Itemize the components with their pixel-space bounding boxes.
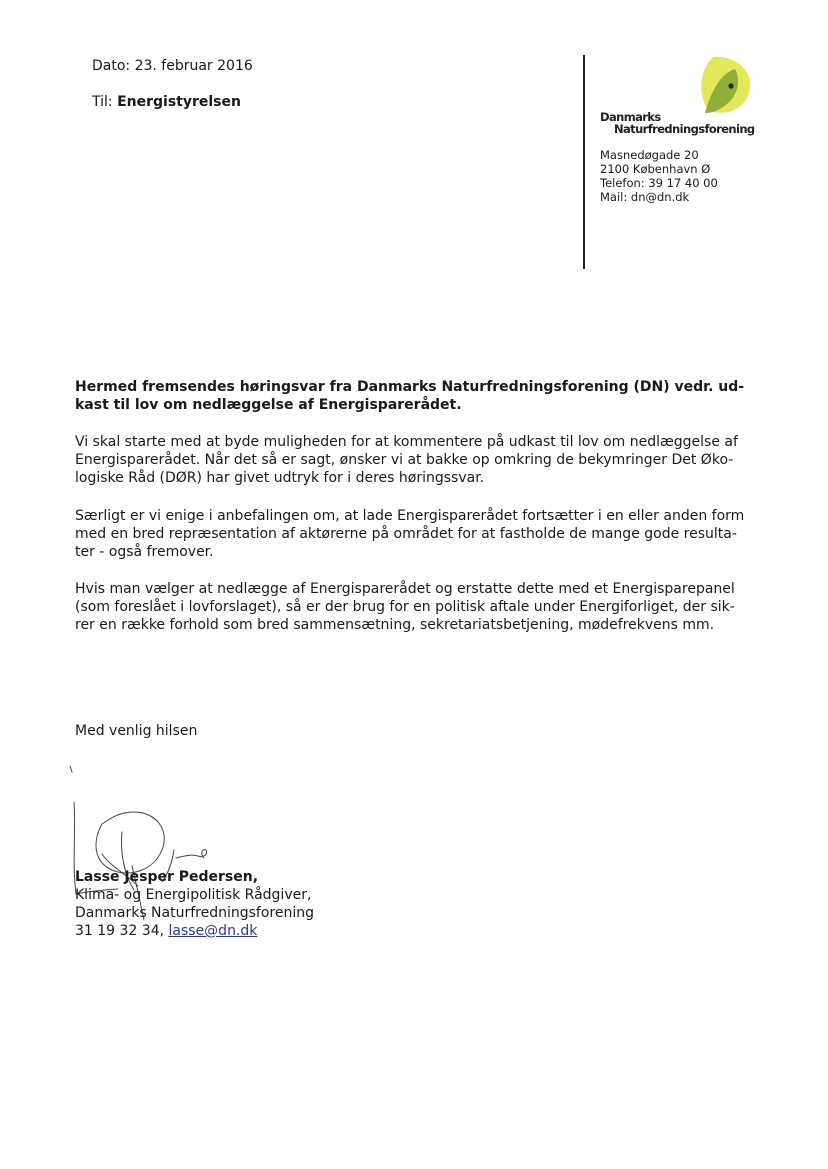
- paragraph-2: [75, 507, 755, 561]
- paragraph-line: (som foreslået i lovforslaget), så er der brug for en politisk aftale under Energiforliget, der sik-: [75, 599, 735, 615]
- intro-heading: [75, 378, 755, 414]
- letter-date: Dato: 23. februar 2016: [92, 58, 253, 74]
- sender-address: [600, 148, 718, 204]
- signer-organization: Danmarks Naturfredningsforening: [75, 905, 314, 921]
- logo-eye: [728, 83, 733, 88]
- address-mail: Mail: dn@dn.dk: [600, 190, 690, 204]
- signer-phone: 31 19 32 34,: [75, 923, 169, 939]
- address-street: Masnedøgade 20: [600, 148, 699, 162]
- org-name-line2: Naturfredningsforening: [614, 122, 755, 136]
- recipient-line: [92, 94, 241, 110]
- recipient-name: Energistyrelsen: [117, 94, 241, 110]
- address-city: 2100 København Ø: [600, 162, 711, 176]
- dn-logo-icon: [695, 55, 751, 117]
- signer-title: Klima- og Energipolitisk Rådgiver,: [75, 887, 312, 903]
- signer-email-link[interactable]: lasse@dn.dk: [168, 923, 258, 939]
- paragraph-line: Vi skal starte med at byde muligheden for at kommentere på udkast til lov om nedlæggelse af: [75, 434, 738, 450]
- signer-contact: [75, 922, 314, 940]
- org-name-line1: Danmarks: [600, 110, 661, 124]
- paragraph-line: Særligt er vi enige i anbefalingen om, at lade Energisparerådet fortsætter i en eller anden form: [75, 508, 745, 524]
- paragraph-line: ter - også fremover.: [75, 544, 214, 560]
- paragraph-line: rer en række forhold som bred sammensætning, sekretariatsbetjening, mødefrekvens mm.: [75, 617, 715, 633]
- signer-block: [75, 868, 314, 940]
- paragraph-line: logiske Råd (DØR) har givet udtryk for i deres høringssvar.: [75, 470, 485, 486]
- paragraph-3: [75, 580, 755, 634]
- paragraph-1: [75, 433, 755, 487]
- recipient-prefix: Til:: [92, 94, 118, 110]
- closing-greeting: Med venlig hilsen: [75, 723, 198, 739]
- paragraph-line: med en bred repræsentation af aktørerne på området for at fastholde de mange gode resulta-: [75, 526, 737, 542]
- address-phone: Telefon: 39 17 40 00: [600, 176, 718, 190]
- intro-line: kast til lov om nedlæggelse af Energisparerådet.: [75, 397, 462, 413]
- paragraph-line: Energisparerådet. Når det så er sagt, ønsker vi at bakke op omkring de bekymringer Det Øko-: [75, 452, 734, 468]
- intro-line: Hermed fremsendes høringsvar fra Danmarks Naturfredningsforening (DN) vedr. ud-: [75, 379, 745, 395]
- signer-name: Lasse Jesper Pedersen,: [75, 869, 259, 885]
- header-divider: [583, 55, 585, 269]
- paragraph-line: Hvis man vælger at nedlægge af Energisparerådet og erstatte dette med et Energisparepanel: [75, 581, 735, 597]
